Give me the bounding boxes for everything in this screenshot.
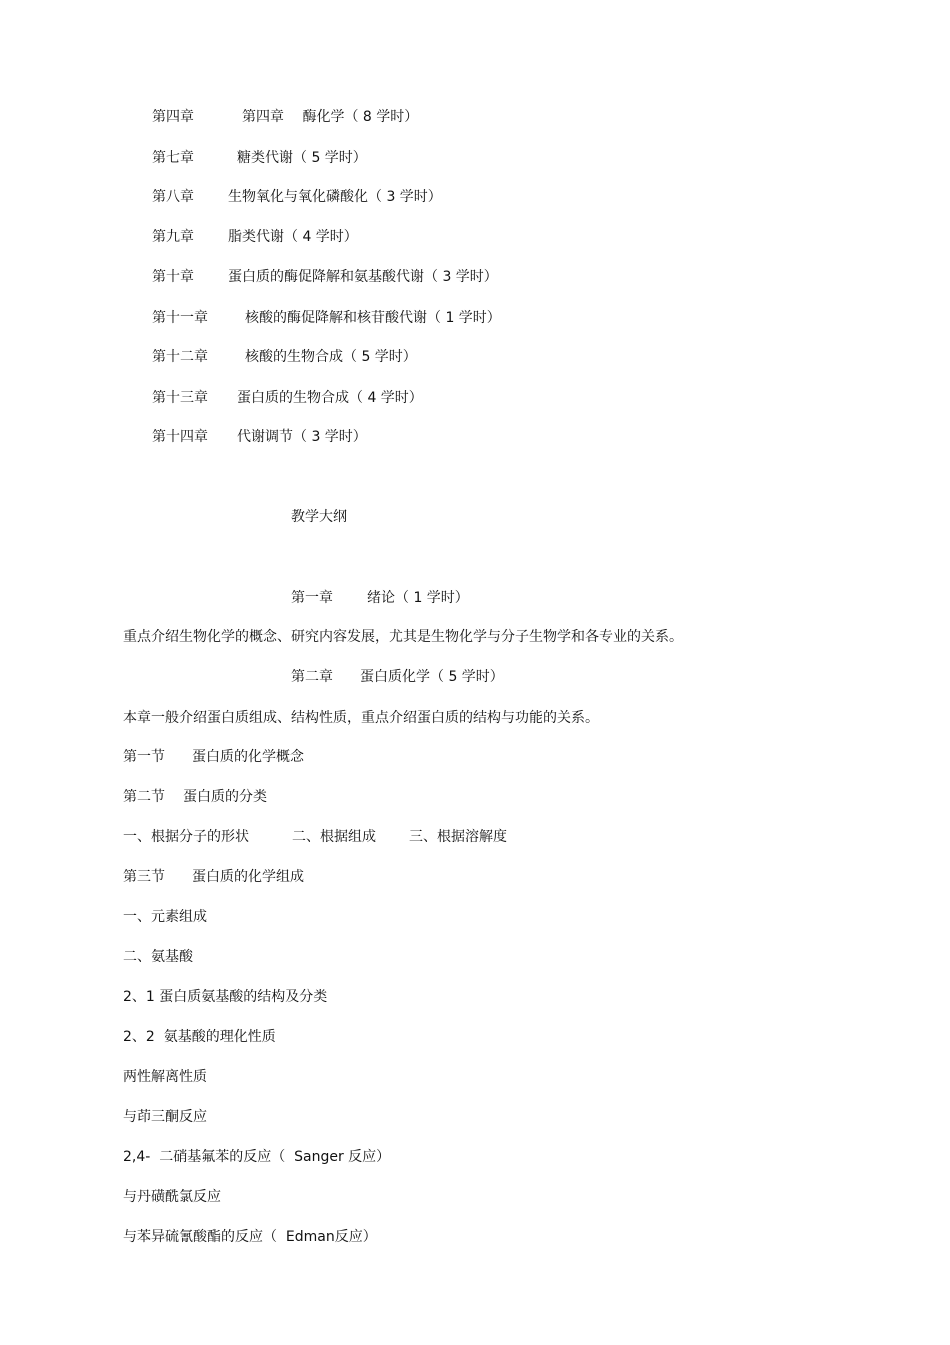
schedule-row-ch12 [152, 348, 417, 366]
chapter-label: 第一章 [291, 590, 333, 606]
section-title: 蛋白质的化学组成 [192, 869, 304, 885]
schedule-row-ch13 [152, 389, 423, 407]
chapter-label: 第九章 [152, 229, 194, 245]
chapter-title: 蛋白质化学（ 5 学时） [360, 669, 504, 685]
item-amphoteric: 两性解离性质 [123, 1069, 207, 1085]
item-elements: 一、元素组成 [123, 909, 207, 925]
section-title: 蛋白质的分类 [183, 789, 267, 805]
chapter-label: 第十三章 [152, 390, 208, 406]
classify-by-shape: 一、根据分子的形状 [123, 829, 249, 845]
classify-by-solubility: 三、根据溶解度 [409, 829, 507, 845]
item-amino-acids: 二、氨基酸 [123, 949, 193, 965]
schedule-row-ch9 [152, 228, 358, 246]
schedule-row-ch10 [152, 268, 498, 286]
chapter1-description: 重点介绍生物化学的概念、研究内容发展，尤其是生物化学与分子生物学和各专业的关系。 [123, 629, 683, 645]
outline-title: 教学大纲 [291, 509, 347, 525]
chapter-title: 生物氧化与氧化磷酸化（ 3 学时） [228, 189, 442, 205]
chapter-label: 第四章 [152, 109, 194, 125]
chapter-title: 糖类代谢（ 5 学时） [237, 150, 367, 166]
chapter-title: 第四章 酶化学（ 8 学时） [242, 109, 419, 125]
schedule-row-ch7 [152, 149, 367, 167]
item-dansyl: 与丹磺酰氯反应 [123, 1189, 221, 1205]
item-ninhydrin: 与茚三酮反应 [123, 1109, 207, 1125]
item-structure-classification: 2、1 蛋白质氨基酸的结构及分类 [123, 989, 328, 1005]
section-label: 第三节 [123, 869, 165, 885]
schedule-row-ch11 [152, 309, 501, 327]
chapter-title: 蛋白质的生物合成（ 4 学时） [237, 390, 423, 406]
chapter-label: 第十章 [152, 269, 194, 285]
schedule-row-ch4 [152, 108, 419, 126]
chapter2-description: 本章一般介绍蛋白质组成、结构性质，重点介绍蛋白质的结构与功能的关系。 [123, 710, 599, 726]
chapter-title: 绪论（ 1 学时） [367, 590, 469, 606]
section2-heading [123, 788, 267, 806]
chapter-title: 核酸的生物合成（ 5 学时） [245, 349, 417, 365]
section-label: 第二节 [123, 789, 165, 805]
section1-heading [123, 748, 304, 766]
item-edman: 与苯异硫氰酸酯的反应（ Edman反应） [123, 1229, 377, 1245]
chapter1-heading [291, 589, 469, 607]
chapter-label: 第十二章 [152, 349, 208, 365]
chapter-label: 第十一章 [152, 310, 208, 326]
chapter-title: 脂类代谢（ 4 学时） [228, 229, 358, 245]
chapter-label: 第八章 [152, 189, 194, 205]
item-physicochemical: 2、2 氨基酸的理化性质 [123, 1029, 276, 1045]
classification-row [123, 828, 507, 846]
item-sanger: 2,4- 二硝基氟苯的反应（ Sanger 反应） [123, 1149, 391, 1165]
schedule-row-ch8 [152, 188, 442, 206]
section-title: 蛋白质的化学概念 [192, 749, 304, 765]
chapter-label: 第十四章 [152, 429, 208, 445]
chapter-label: 第二章 [291, 669, 333, 685]
schedule-row-ch14 [152, 428, 367, 446]
section3-heading [123, 868, 304, 886]
chapter-title: 蛋白质的酶促降解和氨基酸代谢（ 3 学时） [228, 269, 498, 285]
chapter-title: 核酸的酶促降解和核苷酸代谢（ 1 学时） [245, 310, 501, 326]
classify-by-composition: 二、根据组成 [292, 829, 376, 845]
chapter-title: 代谢调节（ 3 学时） [237, 429, 367, 445]
chapter-label: 第七章 [152, 150, 194, 166]
chapter2-heading [291, 668, 504, 686]
section-label: 第一节 [123, 749, 165, 765]
